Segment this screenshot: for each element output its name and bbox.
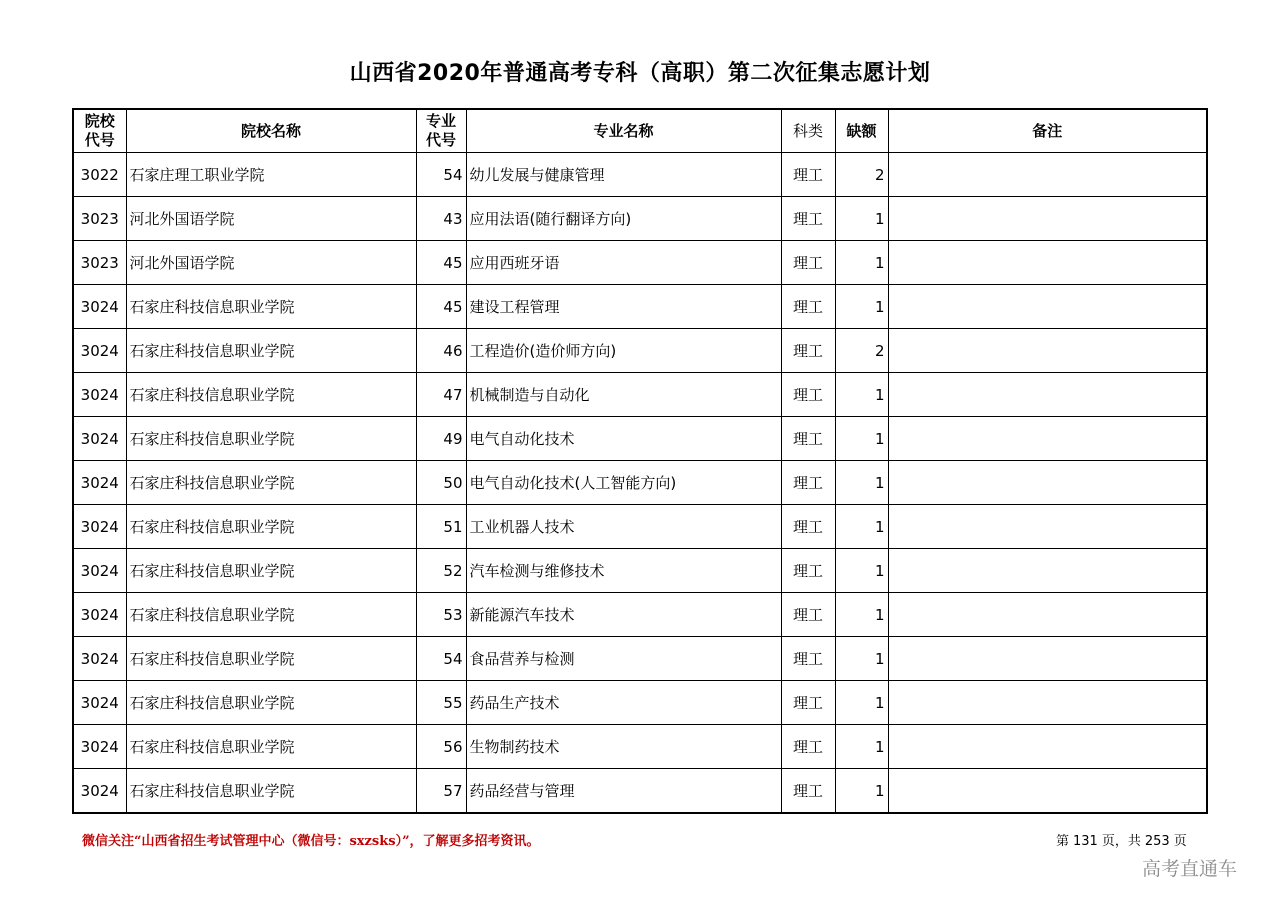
cell-major-code: 54 bbox=[416, 637, 466, 681]
page-suffix: 页 bbox=[1173, 834, 1187, 849]
cell-quota: 2 bbox=[835, 153, 888, 197]
cell-major-name: 应用法语(随行翻译方向) bbox=[466, 197, 781, 241]
header-school-name: 院校名称 bbox=[126, 109, 416, 153]
cell-quota: 1 bbox=[835, 285, 888, 329]
cell-school-name: 河北外国语学院 bbox=[126, 241, 416, 285]
page-middle: 页，共 bbox=[1101, 834, 1141, 849]
cell-school-name: 石家庄科技信息职业学院 bbox=[126, 373, 416, 417]
table-row bbox=[73, 681, 1207, 725]
table-row bbox=[73, 153, 1207, 197]
cell-major-name: 工程造价(造价师方向) bbox=[466, 329, 781, 373]
cell-quota: 1 bbox=[835, 417, 888, 461]
cell-quota: 1 bbox=[835, 461, 888, 505]
cell-major-name: 新能源汽车技术 bbox=[466, 593, 781, 637]
table-row bbox=[73, 197, 1207, 241]
cell-major-name: 幼儿发展与健康管理 bbox=[466, 153, 781, 197]
cell-category: 理工 bbox=[781, 285, 835, 329]
cell-school-code: 3024 bbox=[73, 725, 126, 769]
cell-major-code: 47 bbox=[416, 373, 466, 417]
table-row bbox=[73, 285, 1207, 329]
cell-note bbox=[888, 329, 1207, 373]
table-row bbox=[73, 637, 1207, 681]
cell-note bbox=[888, 637, 1207, 681]
cell-major-name: 建设工程管理 bbox=[466, 285, 781, 329]
cell-school-name: 石家庄科技信息职业学院 bbox=[126, 329, 416, 373]
cell-category: 理工 bbox=[781, 417, 835, 461]
cell-school-name: 石家庄科技信息职业学院 bbox=[126, 285, 416, 329]
cell-note bbox=[888, 725, 1207, 769]
cell-school-name: 石家庄科技信息职业学院 bbox=[126, 549, 416, 593]
page-total: 253 bbox=[1144, 834, 1170, 849]
cell-note bbox=[888, 373, 1207, 417]
cell-category: 理工 bbox=[781, 769, 835, 814]
table-row bbox=[73, 549, 1207, 593]
page-current: 131 bbox=[1073, 834, 1098, 849]
cell-major-code: 56 bbox=[416, 725, 466, 769]
cell-quota: 1 bbox=[835, 593, 888, 637]
cell-quota: 1 bbox=[835, 197, 888, 241]
cell-major-name: 药品生产技术 bbox=[466, 681, 781, 725]
cell-note bbox=[888, 461, 1207, 505]
table-row bbox=[73, 417, 1207, 461]
cell-school-code: 3024 bbox=[73, 549, 126, 593]
cell-school-name: 河北外国语学院 bbox=[126, 197, 416, 241]
cell-category: 理工 bbox=[781, 593, 835, 637]
cell-quota: 1 bbox=[835, 241, 888, 285]
cell-major-code: 46 bbox=[416, 329, 466, 373]
cell-note bbox=[888, 197, 1207, 241]
cell-category: 理工 bbox=[781, 505, 835, 549]
cell-school-code: 3024 bbox=[73, 285, 126, 329]
cell-major-code: 53 bbox=[416, 593, 466, 637]
cell-major-code: 49 bbox=[416, 417, 466, 461]
table-row bbox=[73, 329, 1207, 373]
cell-school-code: 3024 bbox=[73, 637, 126, 681]
cell-quota: 1 bbox=[835, 769, 888, 814]
cell-category: 理工 bbox=[781, 461, 835, 505]
cell-school-name: 石家庄科技信息职业学院 bbox=[126, 505, 416, 549]
header-major-name: 专业名称 bbox=[466, 109, 781, 153]
cell-major-code: 45 bbox=[416, 285, 466, 329]
cell-school-code: 3023 bbox=[73, 197, 126, 241]
table-body bbox=[73, 153, 1207, 814]
cell-school-name: 石家庄科技信息职业学院 bbox=[126, 725, 416, 769]
cell-major-code: 51 bbox=[416, 505, 466, 549]
table-row bbox=[73, 373, 1207, 417]
cell-school-code: 3024 bbox=[73, 505, 126, 549]
cell-category: 理工 bbox=[781, 637, 835, 681]
cell-school-name: 石家庄科技信息职业学院 bbox=[126, 593, 416, 637]
cell-major-name: 生物制药技术 bbox=[466, 725, 781, 769]
cell-category: 理工 bbox=[781, 153, 835, 197]
cell-school-name: 石家庄科技信息职业学院 bbox=[126, 417, 416, 461]
enrollment-plan-table bbox=[72, 108, 1208, 814]
cell-quota: 1 bbox=[835, 681, 888, 725]
cell-category: 理工 bbox=[781, 197, 835, 241]
cell-note bbox=[888, 417, 1207, 461]
cell-note bbox=[888, 593, 1207, 637]
cell-note bbox=[888, 505, 1207, 549]
table-header-row bbox=[73, 109, 1207, 153]
table-row bbox=[73, 505, 1207, 549]
cell-quota: 1 bbox=[835, 725, 888, 769]
table-row bbox=[73, 241, 1207, 285]
cell-note bbox=[888, 285, 1207, 329]
header-category: 科类 bbox=[781, 109, 835, 153]
cell-note bbox=[888, 153, 1207, 197]
cell-major-code: 52 bbox=[416, 549, 466, 593]
table-row bbox=[73, 725, 1207, 769]
cell-quota: 1 bbox=[835, 637, 888, 681]
cell-major-code: 45 bbox=[416, 241, 466, 285]
cell-school-name: 石家庄理工职业学院 bbox=[126, 153, 416, 197]
cell-school-code: 3024 bbox=[73, 681, 126, 725]
cell-major-name: 电气自动化技术(人工智能方向) bbox=[466, 461, 781, 505]
cell-category: 理工 bbox=[781, 373, 835, 417]
cell-category: 理工 bbox=[781, 241, 835, 285]
cell-school-name: 石家庄科技信息职业学院 bbox=[126, 681, 416, 725]
page-prefix: 第 bbox=[1056, 834, 1070, 849]
cell-note bbox=[888, 241, 1207, 285]
cell-note bbox=[888, 681, 1207, 725]
header-quota: 缺额 bbox=[835, 109, 888, 153]
cell-school-name: 石家庄科技信息职业学院 bbox=[126, 637, 416, 681]
cell-major-code: 55 bbox=[416, 681, 466, 725]
cell-quota: 2 bbox=[835, 329, 888, 373]
cell-note bbox=[888, 549, 1207, 593]
table-row bbox=[73, 593, 1207, 637]
cell-note bbox=[888, 769, 1207, 814]
cell-major-name: 应用西班牙语 bbox=[466, 241, 781, 285]
header-school-code: 院校代号 bbox=[73, 109, 126, 153]
cell-major-code: 57 bbox=[416, 769, 466, 814]
cell-category: 理工 bbox=[781, 549, 835, 593]
cell-major-name: 电气自动化技术 bbox=[466, 417, 781, 461]
cell-major-name: 汽车检测与维修技术 bbox=[466, 549, 781, 593]
cell-major-name: 药品经营与管理 bbox=[466, 769, 781, 814]
cell-school-code: 3024 bbox=[73, 329, 126, 373]
header-note: 备注 bbox=[888, 109, 1207, 153]
cell-school-code: 3024 bbox=[73, 461, 126, 505]
cell-quota: 1 bbox=[835, 373, 888, 417]
page-title: 山西省2020年普通高考专科（高职）第二次征集志愿计划 bbox=[349, 61, 931, 86]
page-number bbox=[1054, 830, 1189, 849]
cell-category: 理工 bbox=[781, 329, 835, 373]
table-row bbox=[73, 769, 1207, 814]
cell-major-name: 食品营养与检测 bbox=[466, 637, 781, 681]
cell-major-code: 50 bbox=[416, 461, 466, 505]
cell-school-code: 3024 bbox=[73, 373, 126, 417]
cell-school-code: 3024 bbox=[73, 417, 126, 461]
header-major-code: 专业代号 bbox=[416, 109, 466, 153]
cell-major-code: 54 bbox=[416, 153, 466, 197]
cell-major-name: 机械制造与自动化 bbox=[466, 373, 781, 417]
cell-major-name: 工业机器人技术 bbox=[466, 505, 781, 549]
cell-major-code: 43 bbox=[416, 197, 466, 241]
cell-school-code: 3022 bbox=[73, 153, 126, 197]
cell-quota: 1 bbox=[835, 549, 888, 593]
cell-category: 理工 bbox=[781, 681, 835, 725]
cell-school-code: 3023 bbox=[73, 241, 126, 285]
wechat-notice: 微信关注“山西省招生考试管理中心（微信号：sxzsks）”，了解更多招考资讯。 bbox=[82, 834, 540, 849]
watermark: 高考直通车 bbox=[1142, 858, 1238, 880]
cell-school-code: 3024 bbox=[73, 593, 126, 637]
cell-school-name: 石家庄科技信息职业学院 bbox=[126, 769, 416, 814]
cell-category: 理工 bbox=[781, 725, 835, 769]
cell-school-name: 石家庄科技信息职业学院 bbox=[126, 461, 416, 505]
cell-quota: 1 bbox=[835, 505, 888, 549]
cell-school-code: 3024 bbox=[73, 769, 126, 814]
table-row bbox=[73, 461, 1207, 505]
